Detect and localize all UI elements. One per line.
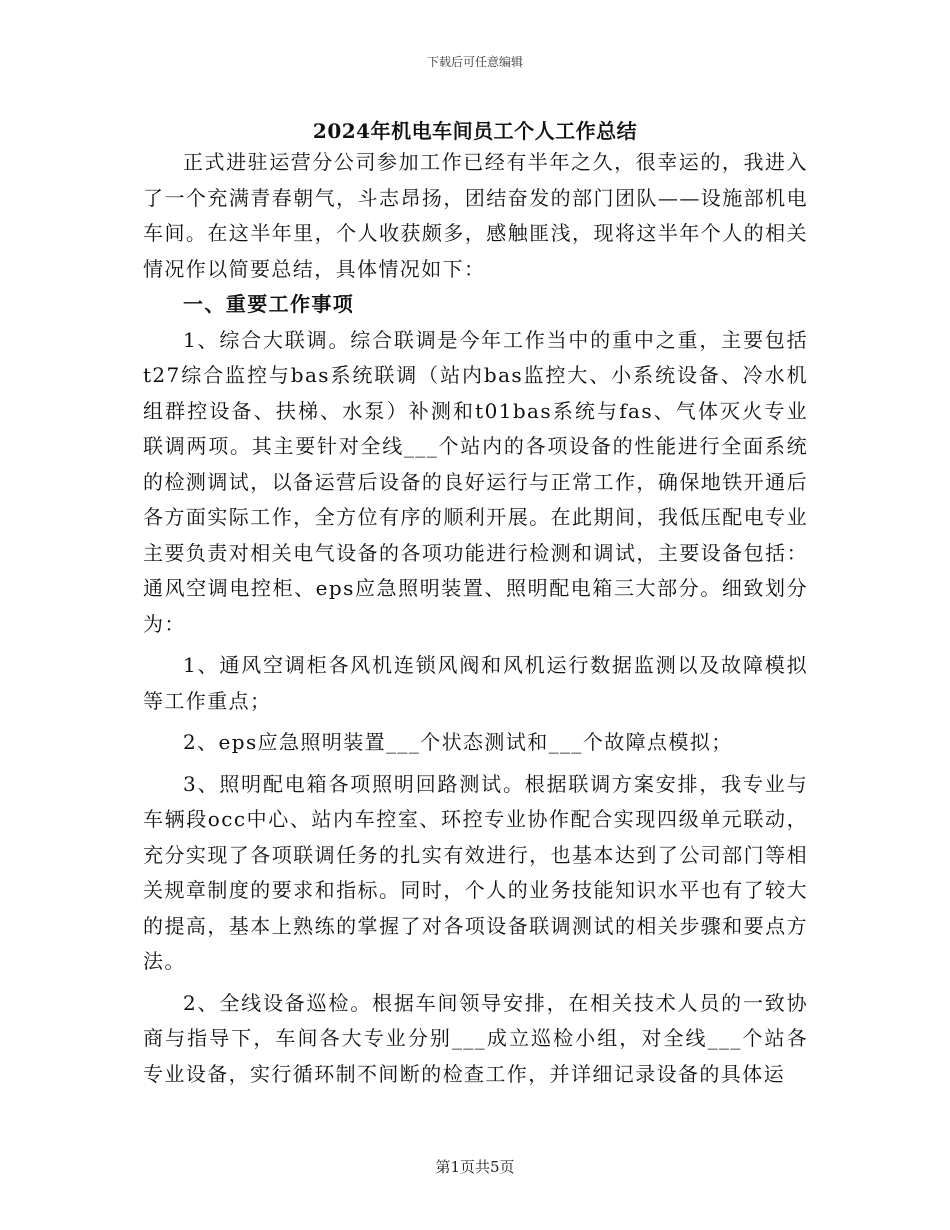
list-item-paragraph: 2、eps应急照明装置___个状态测试和___个故障点模拟；: [183, 730, 733, 754]
document-body: [143, 145, 808, 1092]
page-footer-number: 第1页共5页: [435, 1158, 515, 1176]
section-heading: 一、重要工作事项: [183, 292, 355, 316]
document-title: 2024年机电车间员工个人工作总结: [312, 119, 638, 143]
intro-paragraph: 正式进驻运营分公司参加工作已经有半年之久，很幸运的，我进入了一个充满青春朝气，斗志昂扬，团结奋发的部门团队——设施部机电车间。在这半年里，个人收获颇多，感触匪浅，现将这半年个人的相关情况作以简要总结，具体情况如下：: [143, 150, 808, 281]
page-header-note: 下载后可任意编辑: [426, 55, 523, 69]
list-item-paragraph: 3、照明配电箱各项照明回路测试。根据联调方案安排，我专业与车辆段occ中心、站内车控室、环控专业协作配合实现四级单元联动，充分实现了各项联调任务的扎实有效进行，也基本达到了公司部门等相关规章制度的要求和指标。同时，个人的业务技能知识水平也有了较大的提高，基本上熟练的掌握了对各项设备联调测试的相关步骤和要点方法。: [143, 771, 808, 973]
body-paragraph: 2、全线设备巡检。根据车间领导安排，在相关技术人员的一致协商与指导下，车间各大专业分别___成立巡检小组，对全线___个站各专业设备，实行循环制不间断的检查工作，并详细记录设备的具体运: [143, 990, 808, 1086]
body-paragraph: 1、综合大联调。综合联调是今年工作当中的重中之重，主要包括t27综合监控与bas系统联调（站内bas监控大、小系统设备、冷水机组群控设备、扶梯、水泵）补测和t01bas系统与fas、气体灭火专业联调两项。其主要针对全线___个站内的各项设备的性能进行全面系统的检测调试，以备运营后设备的良好运行与正常工作，确保地铁开通后各方面实际工作，全方位有序的顺利开展。在此期间，我低压配电专业主要负责对相关电气设备的各项功能进行检测和调试，主要设备包括：通风空调电控柜、eps应急照明装置、照明配电箱三大部分。细致划分为：: [143, 327, 808, 636]
list-item-paragraph: 1、通风空调柜各风机连锁风阀和风机运行数据监测以及故障模拟等工作重点；: [143, 653, 808, 713]
